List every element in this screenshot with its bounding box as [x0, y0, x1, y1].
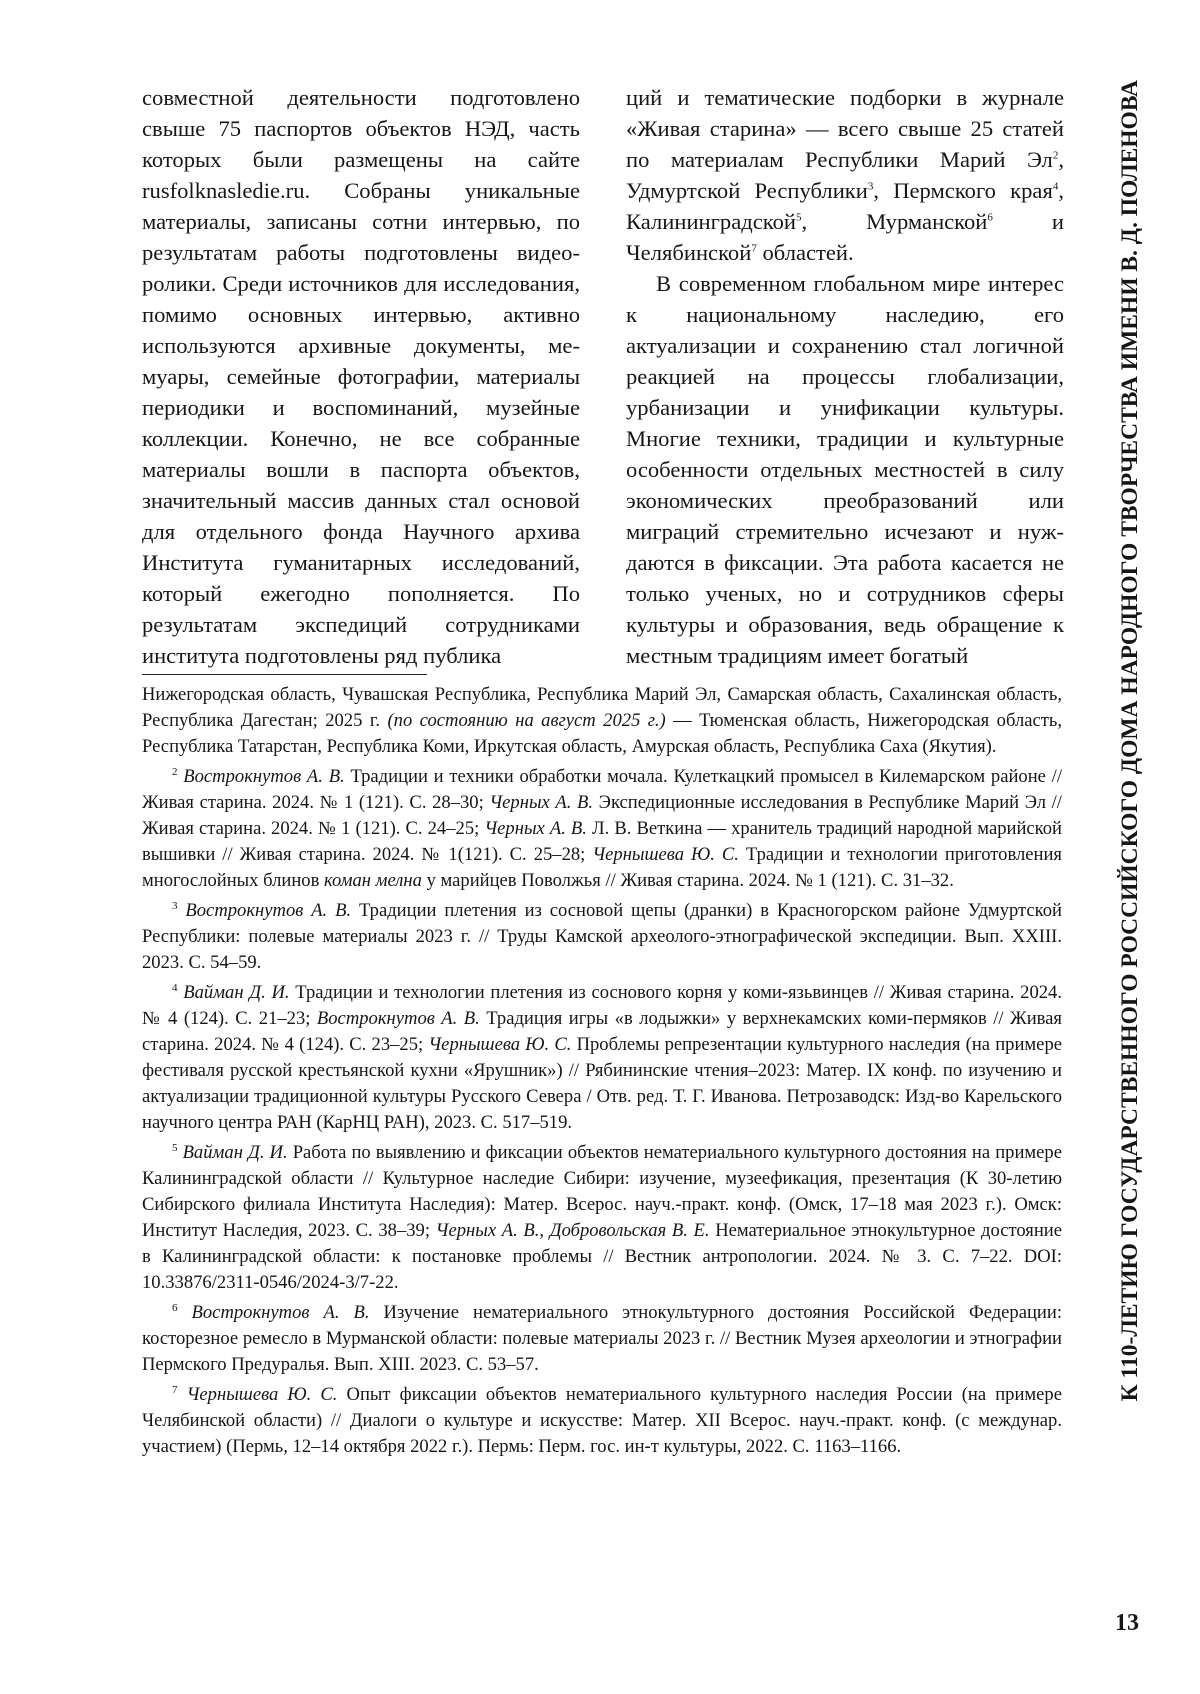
- text-run: , Мурманской: [801, 209, 988, 234]
- footnote-ref-2[interactable]: 2: [1052, 149, 1059, 162]
- footnote-number: 6: [172, 1301, 178, 1314]
- right-column: [626, 82, 1064, 671]
- text-run-italic: коман мелна: [324, 870, 422, 891]
- page-number: 13: [1115, 1610, 1139, 1636]
- footnote-number: 5: [172, 1141, 178, 1154]
- text-run: Традиции и технологии плетения из соснового корня у коми-язьвинцев // Живая старина. 2024. № 4 (124). С. 21–23;: [142, 982, 1062, 1029]
- author: Вайман Д. И.: [182, 1142, 288, 1163]
- footnote-7: [142, 1382, 1062, 1460]
- author: Черных А. В.: [489, 792, 594, 813]
- text-run: у марийцев Поволжья // Живая старина. 2024. № 1 (121). С. 31–32.: [421, 870, 954, 891]
- footnote-2: [142, 764, 1062, 894]
- author: Вострокнутов А. В.: [191, 1302, 370, 1323]
- text-run: Нематериальное этнокультурное достояние в Калининградской области: к постановке проблемы // Вестник антропологии. 2024. № 3. С. 7–22. DOI: 10.33876/2311-0546/2024-3/7-22.: [142, 1220, 1062, 1293]
- author: Вострокнутов А. В.: [316, 1008, 480, 1029]
- text-run: Опыт фиксации объектов нематериального культурного наследия России (на примере Челябинской области) // Диалоги о культуре и искусстве: Матер. XII Всерос. науч.-практ. конф. (с междунар. участием) (Пермь, 12–14 октября 2022 г.). Пермь: Перм. гос. ин-т культуры, 2022. С. 1163–1166.: [142, 1384, 1062, 1457]
- text-run: и Челябинской: [626, 209, 1064, 265]
- running-header-wrapper: [1108, 80, 1148, 1625]
- author: Вострокнутов А. В.: [185, 900, 352, 921]
- text-run: областей.: [756, 240, 854, 265]
- text-run: Традиция игры «в лодыжки» у верхнекамских коми-пермяков // Живая старина. 2024. № 4 (124). С. 23–25;: [142, 1008, 1062, 1055]
- footnote-5: [142, 1140, 1062, 1296]
- author: Вострокнутов А. В.: [183, 766, 345, 787]
- text-run: Л. В. Веткина — хранитель традиций народной марийской вышивки // Живая старина. 2024. № 1(121). С. 25–28;: [142, 818, 1062, 865]
- footnote-ref-5[interactable]: 5: [795, 211, 802, 224]
- footnote-divider: [142, 674, 427, 675]
- author: Чернышева Ю. С.: [428, 1034, 572, 1055]
- text-run: — Тюменская область, Нижегородская область, Республика Татарстан, Республика Коми, Иркутская область, Амурская область, Республика Саха (Якутия).: [142, 710, 1063, 757]
- text-run: , Пермского края: [873, 178, 1053, 203]
- footnote-1-continued: [142, 682, 1062, 760]
- text-run-italic: (по состоянию на август 2025 г.): [387, 710, 666, 731]
- footnote-number: 2: [172, 765, 178, 778]
- left-column-text: совместной деятельности подготовлено свыше 75 паспортов объектов НЭД, часть которых были размещены на сайте rusfolknasledie.ru. Собраны уникальные материалы, записаны сотни интервью, по результатам работы подготовлены видеоролики. Среди источников для исследования, помимо основных интервью, активно используются архивные документы, мемуары, семейные фотографии, материалы периодики и воспоминаний, музейные коллекции. Конечно, не все собранные материалы вошли в паспорта объектов, значительный массив данных стал основой для отдельного фонда Научного архива Института гуманитарных исследований, который ежегодно пополняется. По результатам экспедиций сотрудниками института подготовлены ряд публика: [142, 85, 580, 668]
- footnote-number: 7: [172, 1383, 178, 1396]
- right-paragraph-2: В современном глобальном мире интерес к национальному наследию, его актуализации и сохранению стал логичной реакцией на процессы глобализации, урбанизации и унификации культуры. Многие техники, традиции и культурные особенности отдельных местностей в силу экономических преобразований или миграций стремительно исчезают и нуждаются в фиксации. Эта работа касается не только ученых, но и сотрудников сферы культуры и образования, ведь обращение к местным традициям имеет богатый: [626, 271, 1064, 668]
- author: Вайман Д. И.: [183, 982, 290, 1003]
- author: Черных А. В., Добровольская В. Е.: [435, 1220, 710, 1241]
- text-run: ций и тематические подборки в журнале «Живая старина» — всего свыше 25 статей по материалам Республики Марий Эл: [626, 85, 1064, 172]
- left-column: [142, 82, 580, 671]
- text-run: Проблемы репрезентации культурного наследия (на примере фестиваля русской крестьянской кухни «Ярушник») // Рябининские чтения–2023: Матер. IX конф. по изучению и актуализации традиционной культуры Русского Севера / Отв. ред. Т. Г. Иванова. Петрозаводск: Изд-во Карельского научного центра РАН (КарНЦ РАН), 2023. С. 517–519.: [142, 1034, 1062, 1133]
- footnote-ref-4[interactable]: 4: [1052, 180, 1059, 193]
- text-run: Изучение нематериального этнокультурного достояния Российской Федерации: косторезное ремесло в Мурманской области: полевые материалы 2023 г. // Вестник Музея археологии и этнографии Пермского Предуралья. Вып. XIII. 2023. С. 53–57.: [142, 1302, 1062, 1375]
- running-header: К 110-ЛЕТИЮ ГОСУДАРСТВЕННОГО РОССИЙСКОГО ДОМА НАРОДНОГО ТВОРЧЕСТВА ИМЕНИ В. Д. ПОЛЕНОВА: [1117, 80, 1143, 1402]
- footnote-ref-6[interactable]: 6: [987, 211, 993, 224]
- text-run: , Удмуртской Республики: [626, 147, 1064, 203]
- text-run: Традиции плетения из сосновой щепы (дранки) в Красногорском районе Удмуртской Республики: полевые материалы 2023 г. // Труды Камской археолого-этнографической экспедиции. Вып. XXIII. 2023. С. 54–59.: [142, 900, 1062, 973]
- footnote-number: 3: [172, 899, 178, 912]
- footnote-number: 4: [172, 981, 178, 994]
- footnote-6: [142, 1300, 1062, 1378]
- text-run: Работа по выявлению и фиксации объектов нематериального культурного достояния на примере Калининградской области // Культурное наследие Сибири: изучение, музеефикация, презентация (К 30-летию Сибирского филиала Института Наследия): Матер. Всерос. науч.-практ. конф. (Омск, 17–18 мая 2023 г.). Омск: Институт Наследия, 2023. С. 38–39;: [142, 1142, 1062, 1241]
- right-paragraph-1: [626, 82, 1064, 268]
- text-run: Традиции и техники обработки мочала. Кулеткацкий промысел в Килемарском районе // Живая старина. 2024. № 1 (121). С. 28–30;: [142, 766, 1062, 813]
- footnote-ref-7[interactable]: 7: [751, 242, 757, 255]
- footnotes: [142, 682, 1062, 1464]
- footnote-3: [142, 898, 1062, 976]
- text-run: Нижегородская область, Чувашская Республика, Республика Марий Эл, Самарская область, Сахалинская область, Республика Дагестан; 2025 г.: [142, 684, 1062, 731]
- footnote-4: [142, 980, 1062, 1136]
- author: Чернышева Ю. С.: [186, 1384, 338, 1405]
- text-run: Традиции и технологии приготовления многослойных блинов: [142, 844, 1062, 891]
- text-run: , Калининградской: [626, 178, 1064, 234]
- text-run: Экспедиционные исследования в Республике Марий Эл // Живая старина. 2024. № 1 (121). С. 24–25;: [142, 792, 1062, 839]
- footnote-ref-3[interactable]: 3: [867, 180, 874, 193]
- author: Чернышева Ю. С.: [592, 844, 739, 865]
- author: Черных А. В.: [484, 818, 587, 839]
